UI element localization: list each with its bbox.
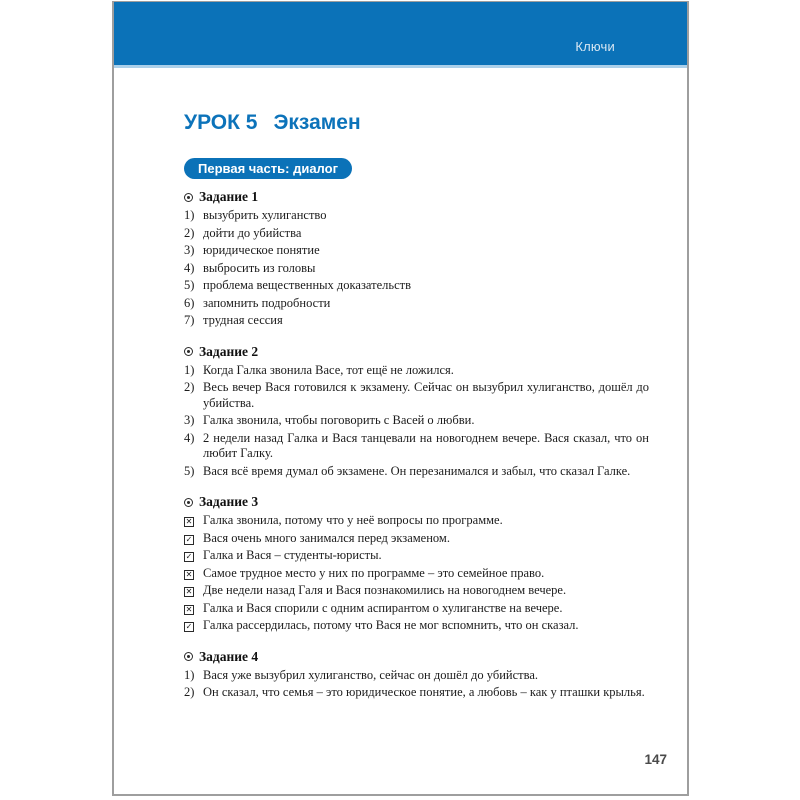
item-marker: 2) [184,225,195,240]
item-marker [184,513,203,529]
task-section [184,189,649,329]
task-item [184,513,649,529]
item-text: Вася всё время думал об экзамене. Он перезанимался и забыл, что сказал Галке. [203,463,631,478]
item-marker [184,548,203,564]
lesson-name: Экзамен [273,111,361,134]
item-marker [184,531,203,547]
item-text: проблема вещественных доказательств [203,278,411,292]
item-marker [184,618,203,634]
task-title: Задание 4 [199,648,259,664]
crossed-checkbox-icon: ✕ [185,517,193,526]
task-item [184,618,649,634]
task-item [184,278,649,294]
task-section [184,494,649,634]
task-item [184,208,649,224]
task-heading [184,189,649,205]
item-text: юридическое понятие [203,243,320,257]
crossed-checkbox-icon: ✕ [185,569,193,579]
item-marker [184,601,203,617]
task-item [184,548,649,564]
task-title: Задание 3 [199,494,259,509]
item-marker [184,566,203,582]
task-title: Задание 2 [199,343,259,359]
page-content [114,112,687,701]
item-marker: 2) [184,685,195,699]
item-text: Когда Галка звонила Васе, тот ещё не ложился. [203,362,454,377]
item-text: Галка и Вася – студенты-юристы. [203,548,382,562]
item-marker: 4) [184,430,195,445]
task-item [184,668,649,684]
item-text: выбросить из головы [203,260,316,275]
task-item [184,464,649,480]
circled-dot-icon [184,652,193,661]
task-item [184,531,649,547]
item-text: Самое трудное место у них по программе – это семейное право. [203,565,545,580]
task-heading [184,344,649,360]
item-marker: 2) [184,380,195,394]
item-text: Галка звонила, чтобы поговорить с Васей о любви. [203,413,475,427]
checked-checkbox-icon: ✓ [185,534,193,544]
item-marker: 1) [184,362,195,377]
circled-dot-icon [184,498,193,507]
crossed-checkbox-icon: ✕ [185,604,193,614]
item-marker: 4) [184,260,195,275]
item-text: Галка и Вася спорили с одним аспирантом о хулиганстве на вечере. [203,600,563,615]
item-marker: 1) [184,667,195,682]
page-number: 147 [644,752,667,767]
lesson-number: УРОК 5 [184,111,258,134]
item-marker: 3) [184,243,195,257]
task-item [184,431,649,462]
circled-dot-icon [184,347,193,356]
task-item [184,243,649,259]
crossed-checkbox-icon: ✕ [185,587,193,596]
tasks [184,189,649,701]
item-text: Вася уже вызубрил хулиганство, сейчас он дошёл до убийства. [203,667,538,682]
chapter-banner [114,2,687,68]
checked-checkbox-icon: ✓ [185,622,193,631]
item-text: Галка рассердилась, потому что Вася не мог вспомнить, что он сказал. [203,618,579,632]
task-item [184,413,649,429]
task-section [184,649,649,701]
section-badge: Первая часть: диалог [184,158,352,179]
task-heading [184,649,649,665]
task-title: Задание 1 [199,189,259,204]
circled-dot-icon [184,193,193,202]
item-marker: 5) [184,463,195,478]
task-item [184,583,649,599]
item-text: 2 недели назад Галка и Вася танцевали на новогоднем вечере. Вася сказал, что он любит Галку. [203,430,649,460]
item-text: запомнить подробности [203,295,331,310]
item-text: Весь вечер Вася готовился к экзамену. Сейчас он вызубрил хулиганство, дошёл до убийства. [203,380,649,410]
item-text: Вася очень много занимался перед экзаменом. [203,530,450,545]
task-item [184,226,649,242]
task-heading [184,494,649,510]
task-item [184,685,649,701]
item-marker: 7) [184,313,195,327]
item-marker [184,583,203,599]
item-text: вызубрить хулиганство [203,208,327,222]
item-text: Галка звонила, потому что у неё вопросы по программе. [203,513,503,527]
item-marker: 6) [184,295,195,310]
item-text: Он сказал, что семья – это юридическое понятие, а любовь – как у пташки крылья. [203,685,645,699]
item-text: Две недели назад Галя и Вася познакомились на новогоднем вечере. [203,583,567,597]
task-item [184,313,649,329]
item-marker: 5) [184,278,195,292]
checked-checkbox-icon: ✓ [185,552,193,561]
item-marker: 3) [184,413,195,427]
item-text: трудная сессия [203,313,283,327]
lesson-title [184,112,649,134]
task-item [184,363,649,379]
task-item [184,296,649,312]
item-text: дойти до убийства [203,225,302,240]
task-item [184,601,649,617]
task-item [184,261,649,277]
document-page [112,1,689,796]
task-item [184,566,649,582]
task-item [184,380,649,411]
task-section [184,344,649,480]
item-marker: 1) [184,208,195,222]
chapter-banner-label: Ключи [575,39,615,54]
